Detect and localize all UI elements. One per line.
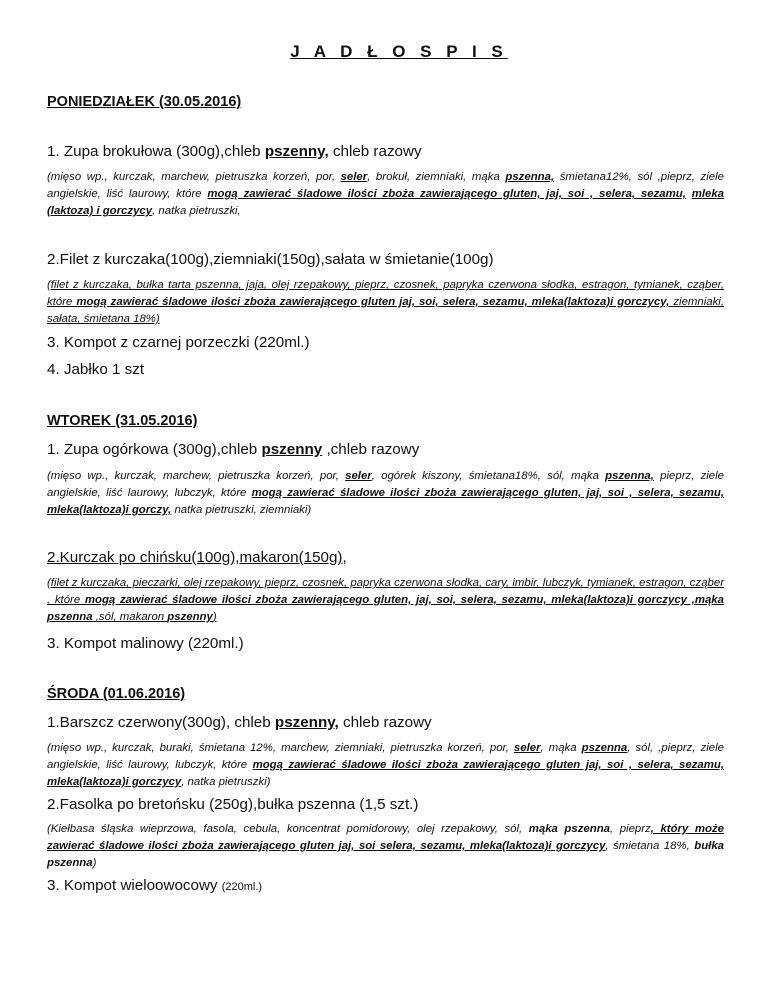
dish-tuesday-2: 2.Kurczak po chińsku(100g),makaron(150g), [47,549,347,566]
dish-wednesday-2: 2.Fasolka po bretońsku (250g),bułka pszenna (1,5 szt.) [47,796,419,813]
ingredients-wednesday-1: (mięso wp., kurczak, buraki, śmietana 12%, marchew, ziemniaki, pietruszka korzeń, por, seler, mąka pszenna, sól, ,pieprz, ziele angielskie, liść laurowy, lubczyk, które mogą zawierać śladowe ilości zboża zawierającego gluten jaj, soi , selera, sezamu, mleka(laktoza)i gorczycy, natka pietruszki) [47,742,725,788]
dish-tuesday-1: 1. Zupa ogórkowa (300g),chleb pszenny ,chleb razowy [47,441,420,458]
day-heading-tuesday: WTOREK (31.05.2016) [47,413,198,429]
ingredients-wednesday-2: (Kiełbasa śląska wieprzowa, fasola, cebula, koncentrat pomidorowy, olej rzepakowy, sól, mąka pszenna, pieprz, który może zawierać śladowe ilości zboża zawierającego gluten jaj, soi selera, sezamu, mleka(laktoza)i gorczycy, śmietana 18%, bułka pszenna) [47,823,724,869]
dish-tuesday-3: 3. Kompot malinowy (220ml.) [47,635,244,652]
dish-wednesday-1: 1.Barszcz czerwony(300g), chleb pszenny, chleb razowy [47,714,432,731]
dish-wednesday-3: 3. Kompot wieloowocowy (220ml.) [47,877,263,894]
dish-monday-2: 2.Filet z kurczaka(100g),ziemniaki(150g),sałata w śmietanie(100g) [47,251,494,268]
dish-monday-4: 4. Jabłko 1 szt [47,361,145,378]
dish-monday-3: 3. Kompot z czarnej porzeczki (220ml.) [47,334,310,351]
ingredients-tuesday-2: (filet z kurczaka, pieczarki, olej rzepakowy, pieprz, czosnek, papryka czerwona słodka, cary, imbir, lubczyk, tymianek, estragon, cząber , które mogą zawierać śladowe ilości zboża zawierającego gluten, jaj, soi, selera, sezamu, mleka(laktoza)i gorczycy ,mąka pszenna ,sól, makaron pszenny) [47,577,724,623]
ingredients-monday-2: (filet z kurczaka, bułka tarta pszenna, jaja, olej rzepakowy, pieprz, czosnek, papryka czerwona słodka, estragon, tymianek, cząber, które mogą zawierać śladowe ilości zboża zawierającego gluten jaj, soi, selera, sezamu, mleka(laktoza)i gorczycy, ziemniaki, sałata, śmietana 18%) [47,279,724,325]
day-heading-monday: PONIEDZIAŁEK (30.05.2016) [47,94,242,110]
day-heading-wednesday: ŚRODA (01.06.2016) [47,686,186,702]
ingredients-tuesday-1: (mięso wp., kurczak, marchew, pietruszka korzeń, por, seler, ogórek kiszony, śmietana18%, sól, mąka pszenna, pieprz, ziele angielskie, liść laurowy, lubczyk, które mogą zawierać śladowe ilości zboża zawierającego gluten, jaj, soi , selera, sezamu, mleka(laktoza)i gorczy, natka pietruszki, ziemniaki) [47,470,725,516]
dish-monday-1: 1. Zupa brokułowa (300g),chleb pszenny, chleb razowy [47,143,422,160]
page-title: J A D Ł O S P I S [290,42,508,61]
ingredients-monday-1: (mięso wp., kurczak, marchew, pietruszka korzeń, por, seler, brokuł, ziemniaki, mąka pszenna, śmietana12%, sól ,pieprz, ziele angielskie, liść laurowy, które mogą zawierać śladowe ilości zboża zawierającego gluten, jaj, soi , selera, sezamu, mleka (laktoza) i gorczycy, natka pietruszki, [47,171,725,217]
